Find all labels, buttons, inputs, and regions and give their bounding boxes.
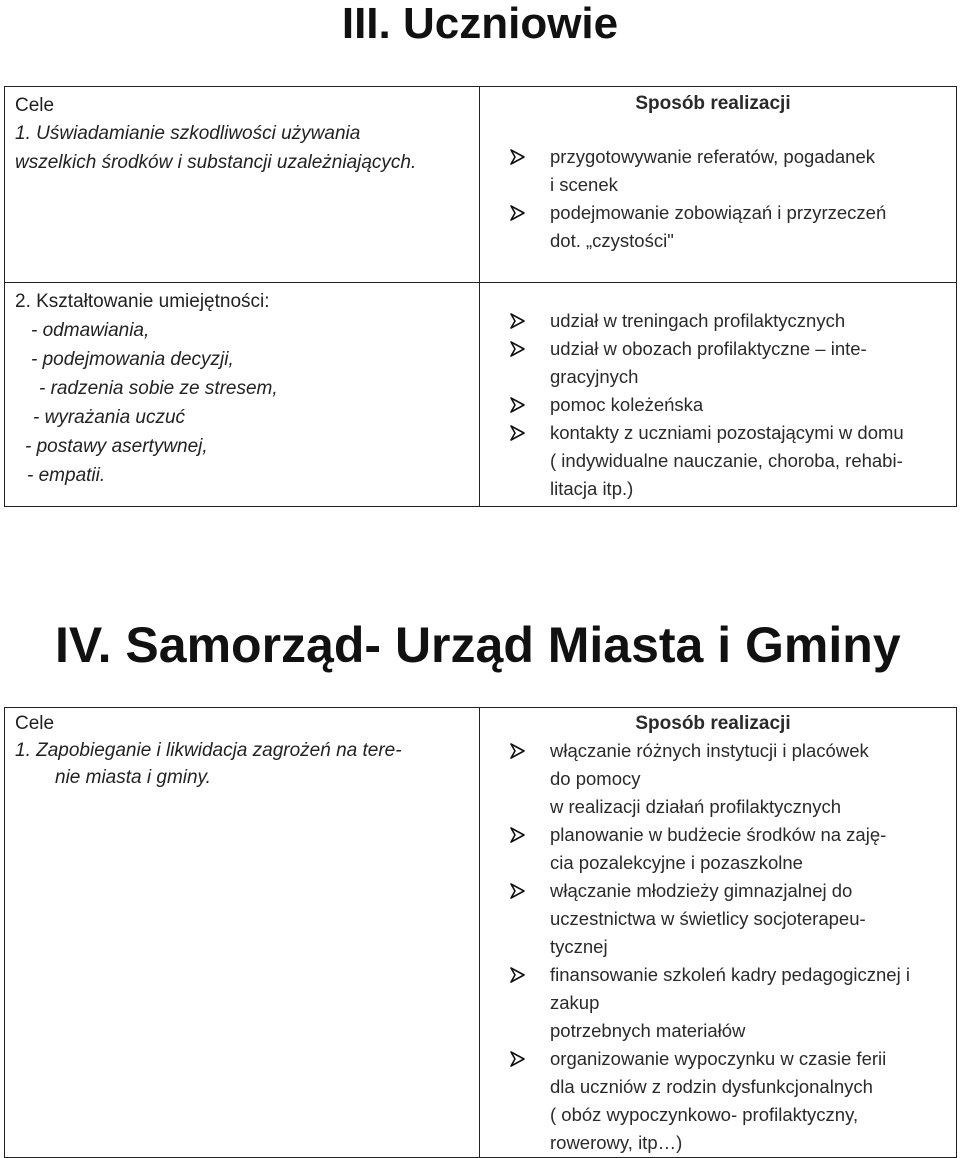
- arrowhead-bullet-icon: [510, 425, 525, 441]
- arrowhead-bullet-icon: [510, 397, 525, 413]
- skill-item: - postawy asertywnej,: [25, 436, 208, 457]
- methods-cell-3: [480, 708, 957, 1158]
- methods-cell-1: [480, 87, 957, 283]
- goal-cell-1: [5, 87, 480, 283]
- col-header-methods: Sposób realizacji: [635, 713, 791, 734]
- methods-list-3: [510, 737, 946, 1157]
- arrowhead-bullet-icon: [510, 205, 525, 221]
- skill-item: - odmawiania,: [31, 320, 150, 341]
- method-item: przygotowywanie referatów, pogadanek i scenek: [510, 143, 946, 199]
- methods-list-2: [510, 307, 946, 503]
- arrowhead-bullet-icon: [510, 967, 525, 983]
- method-item: udział w obozach profilaktyczne – inte- gracyjnych: [510, 335, 946, 391]
- method-item: finansowanie szkoleń kadry pedagogicznej i zakup potrzebnych materiałów: [510, 961, 946, 1045]
- method-item: włączanie różnych instytucji i placówek do pomocy w realizacji działań profilaktycznych: [510, 737, 946, 821]
- method-item: organizowanie wypoczynku w czasie ferii dla uczniów z rodzin dysfunkcjonalnych ( obóz wypoczynkowo- profilaktyczny, rowerowy, itp…): [510, 1045, 946, 1157]
- method-item: udział w treningach profilaktycznych: [510, 307, 946, 335]
- method-item: podejmowanie zobowiązań i przyrzeczeń dot. „czystości": [510, 199, 946, 255]
- skill-item: - radzenia sobie ze stresem,: [39, 378, 278, 399]
- goal-1: [15, 119, 469, 177]
- goal-2: 2. Kształtowanie umiejętności:: [15, 291, 270, 312]
- goal-1-line-2: wszelkich środków i substancji uzależniających.: [15, 152, 417, 173]
- arrowhead-bullet-icon: [510, 827, 525, 843]
- methods-cell-2: [480, 283, 957, 507]
- method-item: włączanie młodzieży gimnazjalnej do uczestnictwa w świetlicy socjoterapeu- tycznej: [510, 877, 946, 961]
- goal-cell-3: [5, 708, 480, 1158]
- students-table: [4, 86, 957, 507]
- arrowhead-bullet-icon: [510, 313, 525, 329]
- local-government-table: [4, 707, 957, 1158]
- method-item: kontakty z uczniami pozostającymi w domu ( indywidualne nauczanie, choroba, rehabi- litacja itp.): [510, 419, 946, 503]
- arrowhead-bullet-icon: [510, 1051, 525, 1067]
- skill-item: - wyrażania uczuć: [33, 407, 186, 428]
- arrowhead-bullet-icon: [510, 743, 525, 759]
- skill-item: - podejmowania decyzji,: [31, 349, 234, 370]
- goal-3: 1. Zapobieganie i likwidacja zagrożeń na tere- nie miasta i gminy.: [15, 740, 402, 788]
- methods-list-1: [510, 143, 946, 255]
- goal-1-line-1: 1. Uświadamianie szkodliwości używania: [15, 123, 361, 144]
- section-4-title: IV. Samorząd- Urząd Miasta i Gminy: [55, 617, 901, 673]
- arrowhead-bullet-icon: [510, 341, 525, 357]
- section-3-title: III. Uczniowie: [341, 0, 619, 48]
- skills-list: [15, 316, 469, 490]
- skill-item: - empatii.: [27, 465, 106, 486]
- arrowhead-bullet-icon: [510, 149, 525, 165]
- col-header-goals: Cele: [15, 95, 55, 116]
- col-header-methods: Sposób realizacji: [635, 93, 791, 114]
- method-item: planowanie w budżecie środków na zaję- cia pozalekcyjne i pozaszkolne: [510, 821, 946, 877]
- method-item: pomoc koleżeńska: [510, 391, 946, 419]
- arrowhead-bullet-icon: [510, 883, 525, 899]
- goal-cell-2: [5, 283, 480, 507]
- col-header-goals: Cele: [15, 713, 55, 734]
